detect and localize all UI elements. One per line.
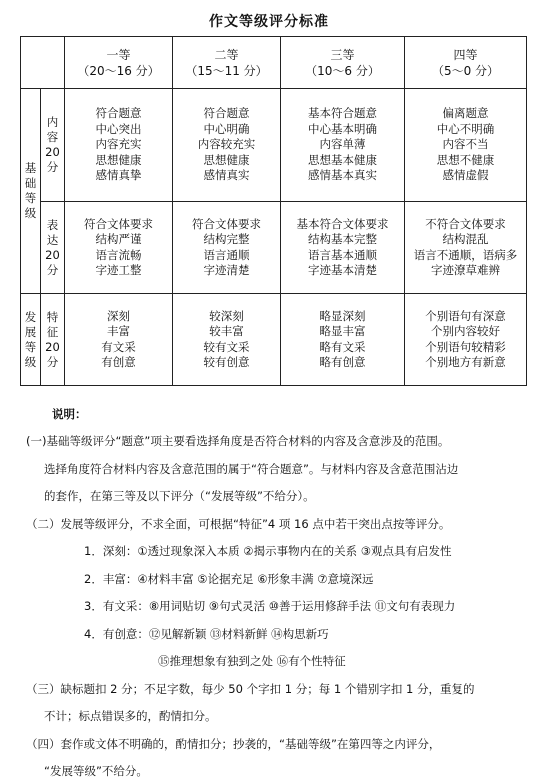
table-cell: 符合题意 中心明确 内容较充实 思想健康 感情真实	[173, 89, 281, 202]
table-cell: 略显深刻 略显丰富 略有文采 略有创意	[281, 294, 405, 386]
note-line: 不计；标点错误多的，酌情扣分。	[44, 709, 217, 723]
note-line: ⑮推理想象有独到之处 ⑯有个性特征	[158, 654, 346, 668]
header-row	[21, 37, 527, 89]
table-cell: 个别语句有深意 个别内容较好 个别语句较精彩 个别地方有新意	[405, 294, 527, 386]
note-line: 1．深刻：①透过现象深入本质 ②揭示事物内在的关系 ③观点具有启发性	[84, 544, 452, 558]
table-cell: 深刻 丰富 有文采 有创意	[65, 294, 173, 386]
scoring-table	[20, 36, 527, 386]
table-row-expression	[21, 202, 527, 294]
note-line: “发展等级”不给分。	[44, 764, 148, 778]
row-label-feature: 特 征 20 分	[41, 294, 65, 386]
table-cell: 基本符合文体要求 结构基本完整 语言基本通顺 字迹基本清楚	[281, 202, 405, 294]
table-cell: 基本符合题意 中心基本明确 内容单薄 思想基本健康 感情基本真实	[281, 89, 405, 202]
note-line: 选择角度符合材料内容及含意范围的属于“符合题意”。与材料内容及含意范围沾边	[44, 462, 459, 476]
header-grade-2: 二等 （15～11 分）	[173, 37, 281, 89]
table-cell: 符合题意 中心突出 内容充实 思想健康 感情真挚	[65, 89, 173, 202]
row-label-content: 内 容 20 分	[41, 89, 65, 202]
notes-heading: 说明：	[52, 407, 87, 421]
table-cell: 偏离题意 中心不明确 内容不当 思想不健康 感情虚假	[405, 89, 527, 202]
note-line: 3．有文采：⑧用词贴切 ⑨句式灵活 ⑩善于运用修辞手法 ⑪文句有表现力	[84, 599, 456, 613]
table-cell: 符合文体要求 结构完整 语言通顺 字迹清楚	[173, 202, 281, 294]
table-cell: 较深刻 较丰富 较有文采 较有创意	[173, 294, 281, 386]
header-grade-1: 一等 （20～16 分）	[65, 37, 173, 89]
note-line: 的套作，在第三等及以下评分（“发展等级”不给分）。	[44, 489, 315, 503]
group-label-develop: 发 展 等 级	[21, 294, 41, 386]
row-label-expression: 表 达 20 分	[41, 202, 65, 294]
note-line: （四）套作或文体不明确的，酌情扣分；抄袭的，“基础等级”在第四等之内评分，	[26, 737, 441, 751]
page-title: 作文等级评分标准	[209, 14, 329, 30]
note-line: （三）缺标题扣 2 分；不足字数，每少 50 个字扣 1 分；每 1 个错别字扣 1 分，重复的	[26, 682, 475, 696]
table-row-feature	[21, 294, 527, 386]
group-label-basic: 基 础 等 级	[21, 89, 41, 294]
table-row-content	[21, 89, 527, 202]
table-cell: 不符合文体要求 结构混乱 语言不通顺，语病多 字迹潦草难辨	[405, 202, 527, 294]
header-grade-4: 四等 （5～0 分）	[405, 37, 527, 89]
corner-cell	[21, 37, 65, 89]
table-cell: 符合文体要求 结构严谨 语言流畅 字迹工整	[65, 202, 173, 294]
note-line: 4．有创意：⑫见解新颖 ⑬材料新鲜 ⑭构思新巧	[84, 627, 329, 641]
header-grade-3: 三等 （10～6 分）	[281, 37, 405, 89]
note-line: 2．丰富：④材料丰富 ⑤论据充足 ⑥形象丰满 ⑦意境深远	[84, 572, 374, 586]
note-line: (一)基础等级评分“题意”项主要看选择角度是否符合材料的内容及含意涉及的范围。	[26, 434, 450, 448]
note-line: （二）发展等级评分，不求全面，可根据“特征”4 项 16 点中若干突出点按等评分。	[26, 517, 451, 531]
